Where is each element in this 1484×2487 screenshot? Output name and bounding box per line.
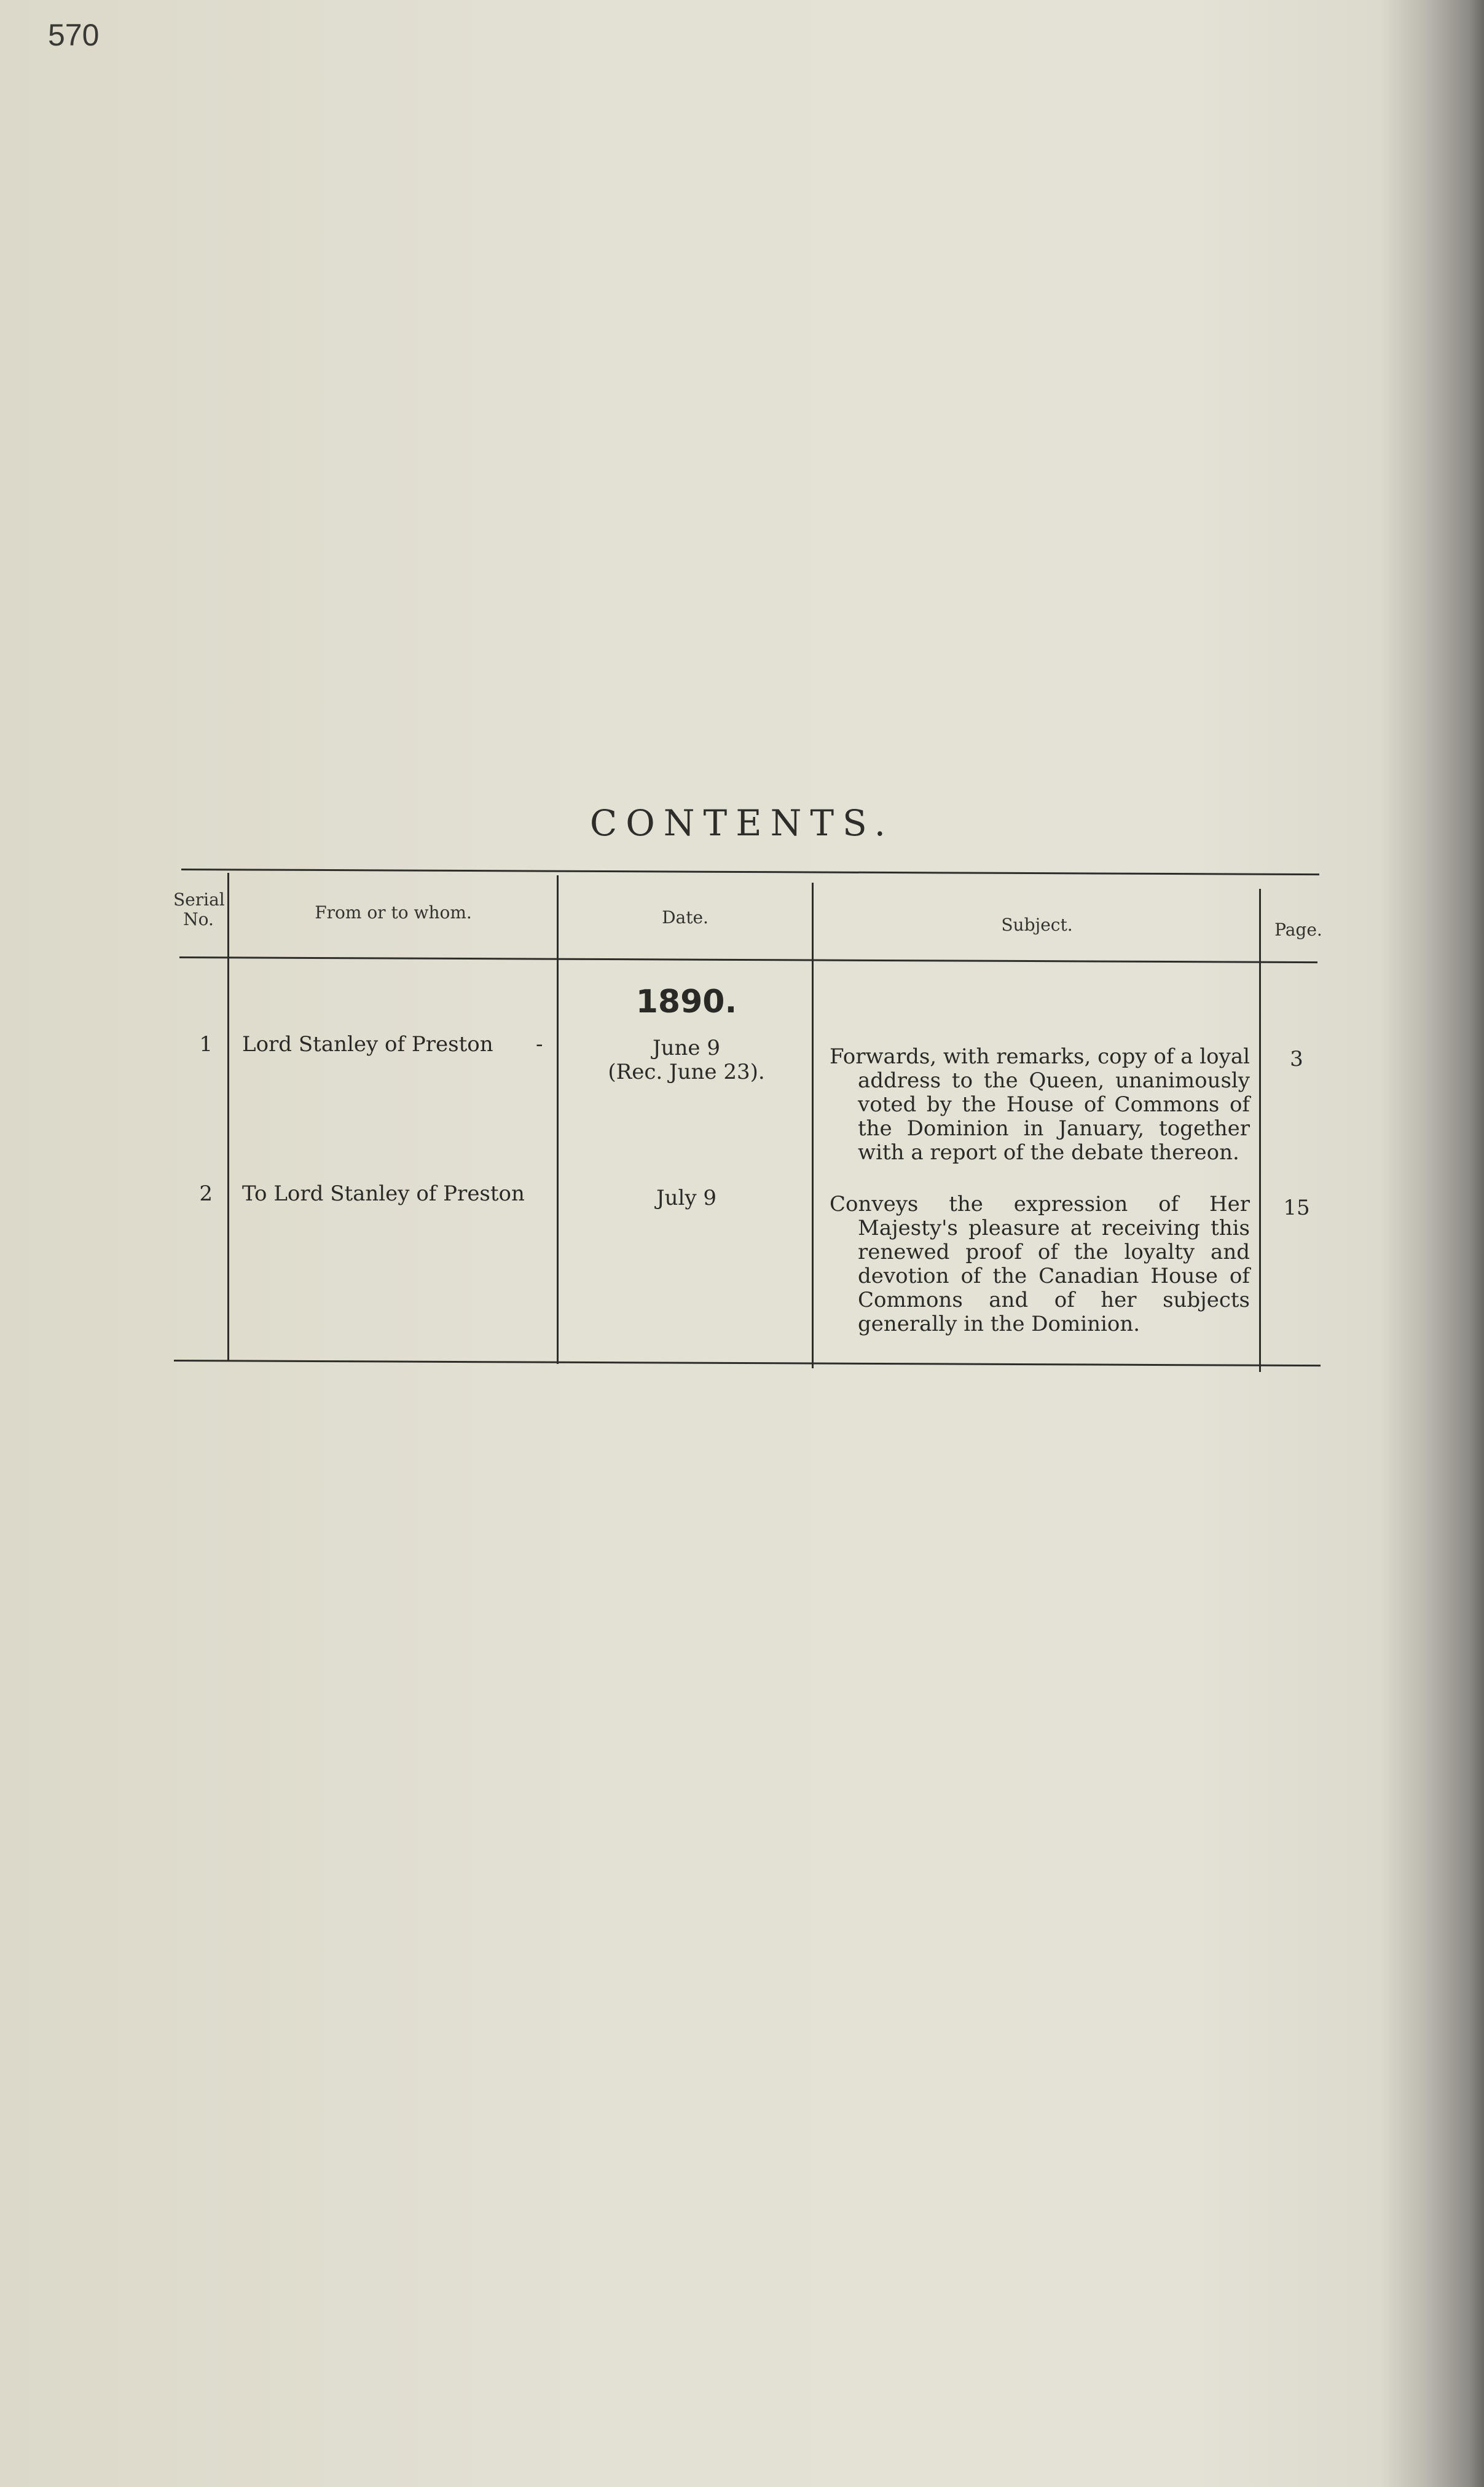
col-rule-serial: [227, 873, 229, 1362]
row-subject-text: Conveys the expression of Her Majesty's pleasure at receiving this renewed proof of the loyalty and devotion of the Canadian House of Commons and of her subjects generally in the Dominion.: [830, 1192, 1250, 1336]
col-rule-subject: [1259, 889, 1261, 1372]
row-from: To Lord Stanley of Preston: [242, 1181, 525, 1206]
row-date: July 9: [656, 1186, 717, 1210]
table-bottom-rule: [174, 1360, 1321, 1366]
row-from-leader: -: [536, 1032, 543, 1057]
row-serial: 2: [199, 1181, 213, 1206]
row-date: June 9: [653, 1036, 720, 1060]
row-subject: [830, 1192, 1250, 1336]
contents-title: CONTENTS.: [589, 802, 895, 844]
page-number: 570: [48, 18, 100, 52]
header-subject: Subject.: [1001, 915, 1073, 935]
header-serial: Serial No.: [173, 889, 225, 929]
row-subject-text: Forwards, with remarks, copy of a loyal address to the Queen, unanimously voted by the House of Commons of the Dominion in January, together with a report of the debate thereon.: [830, 1044, 1250, 1165]
row-date-received: (Rec. June 23).: [608, 1060, 765, 1084]
row-from: Lord Stanley of Preston: [242, 1032, 493, 1057]
col-rule-from: [557, 875, 559, 1364]
header-from: From or to whom.: [315, 902, 472, 923]
row-page: 15: [1283, 1196, 1310, 1220]
row-serial: 1: [199, 1032, 213, 1057]
row-page: 3: [1290, 1047, 1303, 1071]
row-subject: [830, 1045, 1250, 1165]
table-top-rule: [181, 869, 1319, 875]
header-page: Page.: [1274, 920, 1322, 940]
col-rule-date: [812, 883, 814, 1368]
year-heading: 1890.: [635, 983, 737, 1020]
table-header-rule: [179, 956, 1317, 963]
header-date: Date.: [662, 907, 709, 928]
